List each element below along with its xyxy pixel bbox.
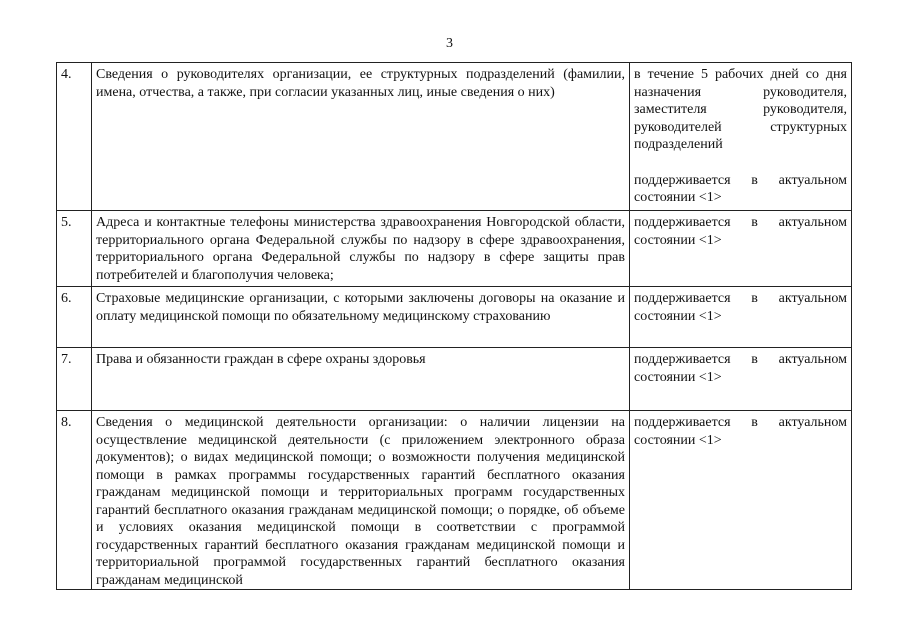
row-description: Страховые медицинские организации, с которыми заключены договоры на оказание и оплату медицинской помощи по обязательному медицинскому страхованию xyxy=(92,287,630,348)
table-row xyxy=(57,411,852,590)
row-number: 7. xyxy=(57,348,92,411)
row-description: Права и обязанности граждан в сфере охраны здоровья xyxy=(92,348,630,411)
table-row xyxy=(57,348,852,411)
table-row xyxy=(57,287,852,348)
row-number: 8. xyxy=(57,411,92,590)
row-term xyxy=(630,63,852,211)
table-row xyxy=(57,211,852,287)
row-term: поддерживается в актуальном состоянии <1> xyxy=(630,287,852,348)
row-term: поддерживается в актуальном состоянии <1> xyxy=(630,411,852,590)
row-description: Адреса и контактные телефоны министерства здравоохранения Новгородской области, территориального органа Федеральной службы по надзору в сфере здравоохранения, территориального органа Федеральной службы по надзору в сфере защиты прав потребителей и благополучия человека; xyxy=(92,211,630,287)
term-primary: в течение 5 рабочих дней со дня назначения руководителя, заместителя руководителя, руководителей структурных подразделений xyxy=(634,67,847,152)
row-description: Сведения о медицинской деятельности организации: о наличии лицензии на осуществление медицинской деятельности (с приложением электронного образа документов); о видах медицинской помощи; о возможности получения медицинской помощи в рамках программы государственных гарантий бесплатного оказания гражданам медицинской помощи и территориальных программ государственных гарантий бесплатного оказания гражданам медицинской помощи; о порядке, об объеме и условиях оказания медицинской помощи в соответствии с программой государственных гарантий бесплатного оказания гражданам медицинской помощи и территориальной программой государственных гарантий бесплатного оказания гражданам медицинской xyxy=(92,411,630,590)
row-number: 5. xyxy=(57,211,92,287)
row-term: поддерживается в актуальном состоянии <1> xyxy=(630,211,852,287)
row-number: 4. xyxy=(57,63,92,211)
term-secondary: поддерживается в актуальном состоянии <1> xyxy=(634,172,847,205)
row-number: 6. xyxy=(57,287,92,348)
row-term: поддерживается в актуальном состоянии <1> xyxy=(630,348,852,411)
row-description: Сведения о руководителях организации, ее структурных подразделений (фамилии, имена, отчества, а также, при согласии указанных лиц, иные сведения о них) xyxy=(92,63,630,211)
requirements-table xyxy=(56,62,852,590)
table-row xyxy=(57,63,852,211)
page-number: 3 xyxy=(446,36,453,51)
